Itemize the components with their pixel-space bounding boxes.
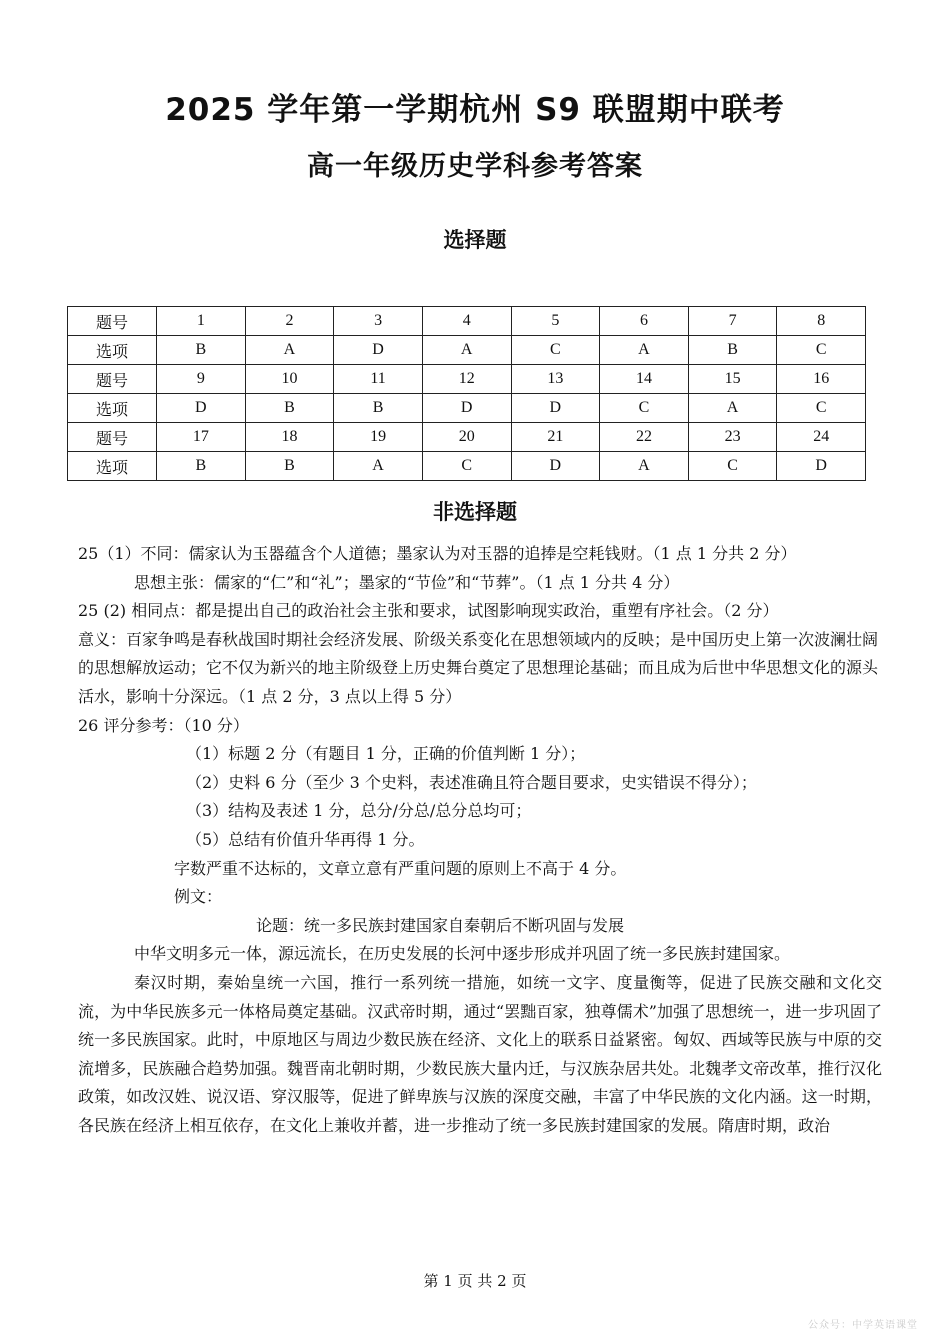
question-number: 21 — [511, 423, 600, 452]
row-label: 选项 — [68, 452, 157, 481]
table-row — [68, 336, 866, 365]
q25-part2-significance: 意义：百家争鸣是春秋战国时期社会经济发展、阶级关系变化在思想领域内的反映；是中国历史上第一次波澜壮阔的思想解放运动；它不仅为新兴的地主阶级登上历史舞台奠定了思想理论基础；而且成为后世中华思想文化的源头活水，影响十分深远。（1 点 2 分，3 点以上得 5 分） — [78, 629, 879, 706]
essay-thesis: 论题：统一多民族封建国家自秦朝后不断巩固与发展 — [256, 915, 625, 935]
answer-cell: B — [334, 394, 423, 423]
example-label: 例文： — [174, 887, 223, 907]
question-number: 23 — [688, 423, 777, 452]
answer-cell: C — [777, 394, 866, 423]
table-row — [68, 307, 866, 336]
q26-criterion: （2）史料 6 分（至少 3 个史料，表述准确且符合题目要求，史实错误不得分）； — [186, 772, 757, 792]
answer-cell: D — [777, 452, 866, 481]
question-number: 14 — [600, 365, 689, 394]
row-label: 题号 — [68, 423, 157, 452]
essay-paragraph: 中华文明多元一体，源远流长，在历史发展的长河中逐步形成并巩固了统一多民族封建国家。 — [134, 944, 791, 964]
answer-body — [78, 540, 882, 1140]
answer-cell: B — [157, 336, 246, 365]
answer-cell: B — [245, 452, 334, 481]
question-number: 20 — [422, 423, 511, 452]
answer-cell: B — [157, 452, 246, 481]
section-heading-non-choice: 非选择题 — [433, 500, 517, 524]
answer-cell: A — [600, 452, 689, 481]
question-number: 2 — [245, 307, 334, 336]
table-row — [68, 423, 866, 452]
essay-paragraph: 秦汉时期，秦始皇统一六国，推行一系列统一措施，如统一文字、度量衡等，促进了民族交融和文化交流，为中华民族多元一体格局奠定基础。汉武帝时期，通过“罢黜百家，独尊儒术”加强了思想统一，进一步巩固了统一多民族国家。此时，中原地区与周边少数民族在经济、文化上的联系日益紧密。匈奴、西域等民族与中原的交流增多，民族融合趋势加强。魏晋南北朝时期，少数民族大量内迁，与汉族杂居共处。北魏孝文帝改革，推行汉化政策，如改汉姓、说汉语、穿汉服等，促进了鲜卑族与汉族的深度交融，丰富了中华民族的文化内涵。这一时期，各民族在经济上相互依存，在文化上兼收并蓄，进一步推动了统一多民族封建国家的发展。隋唐时期，政治 — [78, 972, 882, 1135]
question-number: 22 — [600, 423, 689, 452]
q26-criterion: （5）总结有价值升华再得 1 分。 — [186, 829, 425, 849]
question-number: 6 — [600, 307, 689, 336]
row-label: 选项 — [68, 336, 157, 365]
row-label: 题号 — [68, 307, 157, 336]
q26-note: 字数严重不达标的，文章立意有严重问题的原则上不高于 4 分。 — [174, 858, 627, 878]
table-row — [68, 365, 866, 394]
answer-cell: B — [245, 394, 334, 423]
answer-cell: C — [600, 394, 689, 423]
exam-title: 2025 学年第一学期杭州 S9 联盟期中联考 — [165, 92, 785, 128]
question-number: 9 — [157, 365, 246, 394]
answer-cell: C — [688, 452, 777, 481]
question-number: 1 — [157, 307, 246, 336]
question-number: 10 — [245, 365, 334, 394]
answer-cell: A — [688, 394, 777, 423]
question-number: 7 — [688, 307, 777, 336]
row-label: 选项 — [68, 394, 157, 423]
page-footer: 第 1 页 共 2 页 — [423, 1272, 527, 1290]
exam-subtitle: 高一年级历史学科参考答案 — [307, 151, 643, 182]
q25-part1-thought: 思想主张：儒家的“仁”和“礼”；墨家的“节俭”和“节葬”。（1 点 1 分共 4 分） — [134, 572, 680, 592]
q25-part1: 25（1）不同：儒家认为玉器蕴含个人道德；墨家认为对玉器的追捧是空耗钱财。（1 点 1 分共 2 分） — [78, 544, 797, 563]
section-heading-choice: 选择题 — [443, 228, 507, 252]
question-number: 15 — [688, 365, 777, 394]
question-number: 16 — [777, 365, 866, 394]
q26-criterion: （1）标题 2 分（有题目 1 分，正确的价值判断 1 分）； — [186, 744, 586, 764]
q25-part2: 25 (2) 相同点：都是提出自己的政治社会主张和要求，试图影响现实政治，重塑有序社会。（2 分） — [78, 601, 779, 621]
question-number: 3 — [334, 307, 423, 336]
row-label: 题号 — [68, 365, 157, 394]
answer-cell: D — [511, 394, 600, 423]
answer-cell: A — [245, 336, 334, 365]
question-number: 12 — [422, 365, 511, 394]
answer-cell: D — [422, 394, 511, 423]
question-number: 11 — [334, 365, 423, 394]
answer-cell: C — [777, 336, 866, 365]
answer-cell: C — [422, 452, 511, 481]
question-number: 24 — [777, 423, 866, 452]
answer-cell: B — [688, 336, 777, 365]
q26-header: 26 评分参考：（10 分） — [78, 715, 249, 735]
question-number: 4 — [422, 307, 511, 336]
question-number: 13 — [511, 365, 600, 394]
answer-cell: A — [422, 336, 511, 365]
answer-cell: D — [511, 452, 600, 481]
question-number: 8 — [777, 307, 866, 336]
question-number: 18 — [245, 423, 334, 452]
question-number: 19 — [334, 423, 423, 452]
watermark: 公众号：中学英语课堂 — [808, 1320, 918, 1331]
question-number: 17 — [157, 423, 246, 452]
answer-cell: A — [600, 336, 689, 365]
answer-cell: D — [334, 336, 423, 365]
question-number: 5 — [511, 307, 600, 336]
answer-cell: C — [511, 336, 600, 365]
q26-criterion: （3）结构及表述 1 分，总分/分总/总分总均可； — [186, 801, 532, 821]
answer-cell: A — [334, 452, 423, 481]
table-row — [68, 452, 866, 481]
answer-table — [67, 306, 866, 481]
answer-cell: D — [157, 394, 246, 423]
table-row — [68, 394, 866, 423]
